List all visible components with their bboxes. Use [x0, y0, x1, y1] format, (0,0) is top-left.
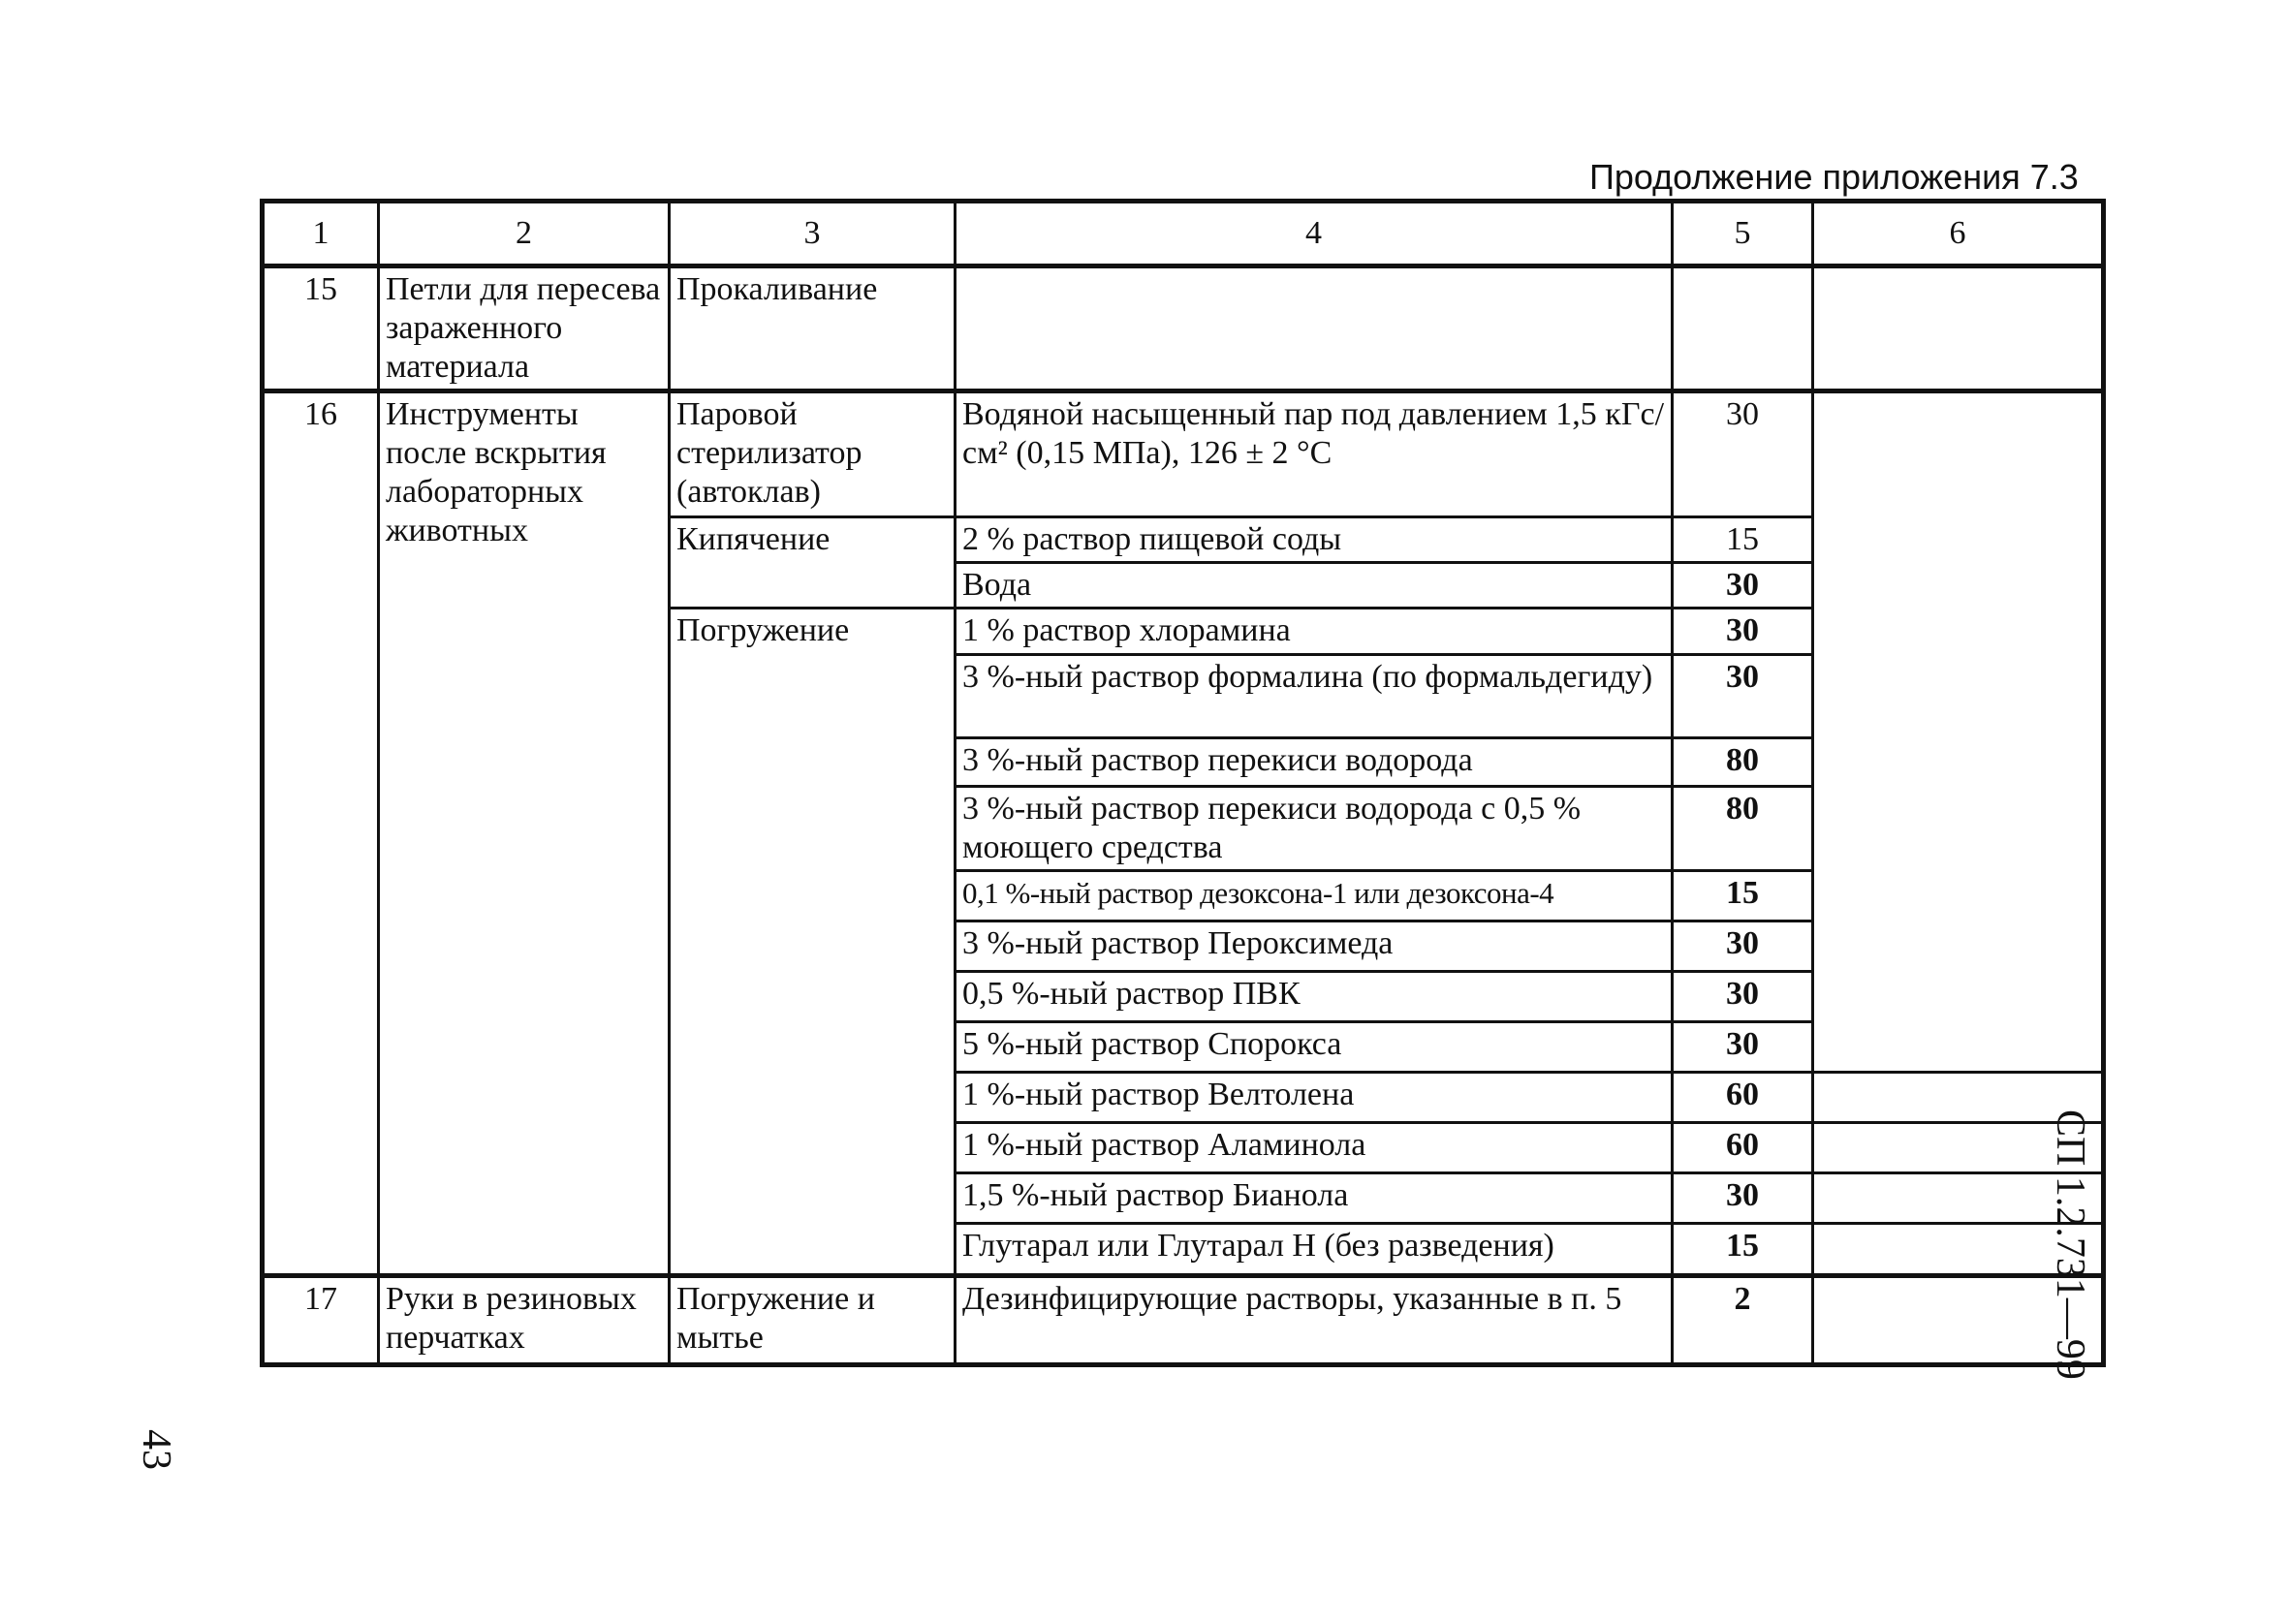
- time-cell: 30: [1673, 609, 1813, 655]
- column-header: 3: [670, 202, 956, 266]
- agent-cell: 3 %-ный раствор формалина (по формальдегиду): [956, 655, 1673, 738]
- table-row: [263, 266, 2104, 391]
- agent-cell: 0,5 %-ный раствор ПВК: [956, 972, 1673, 1022]
- time-cell: 30: [1673, 921, 1813, 972]
- column-header: 2: [379, 202, 670, 266]
- agent-cell: 2 % раствор пищевой соды: [956, 517, 1673, 563]
- method-cell: Паровой стерилизатор (автоклав): [670, 391, 956, 517]
- column-header: 5: [1673, 202, 1813, 266]
- agent-cell: 1 % раствор хлорамина: [956, 609, 1673, 655]
- note-cell: [1813, 391, 2104, 1073]
- agent-cell: Дезинфицирующие растворы, указанные в п. 5: [956, 1276, 1673, 1365]
- note-cell: [1813, 266, 2104, 391]
- object-cell: Инструменты после вскрытия лабораторных животных: [379, 391, 670, 1276]
- agent-cell: 3 %-ный раствор перекиси водорода: [956, 738, 1673, 787]
- time-cell: 30: [1673, 972, 1813, 1022]
- time-cell: 15: [1673, 871, 1813, 921]
- table-header-row: [263, 202, 2104, 266]
- time-cell: 30: [1673, 391, 1813, 517]
- agent-cell: Вода: [956, 563, 1673, 609]
- document-reference: СП 1.2.731—99: [2048, 1109, 2092, 1380]
- column-header: 1: [263, 202, 379, 266]
- column-header: 4: [956, 202, 1673, 266]
- page-number: 43: [134, 1429, 178, 1470]
- time-cell: 60: [1673, 1123, 1813, 1173]
- agent-cell: 3 %-ный раствор перекиси водорода с 0,5 % моющего средства: [956, 787, 1673, 871]
- agent-cell: 5 %-ный раствор Спорокса: [956, 1022, 1673, 1073]
- table-row: [263, 1276, 2104, 1365]
- agent-cell: 1 %-ный раствор Аламинола: [956, 1123, 1673, 1173]
- method-cell: Кипячение: [670, 517, 956, 609]
- agent-cell: Глутарал или Глутарал Н (без разведения): [956, 1224, 1673, 1276]
- row-number: 15: [263, 266, 379, 391]
- row-number: 17: [263, 1276, 379, 1365]
- time-cell: 60: [1673, 1073, 1813, 1123]
- continuation-caption: Продолжение приложения 7.3: [1589, 157, 2079, 197]
- row-number: 16: [263, 391, 379, 1276]
- agent-cell: 3 %-ный раствор Пероксимеда: [956, 921, 1673, 972]
- object-cell: Петли для пересева зараженного материала: [379, 266, 670, 391]
- time-cell: 30: [1673, 1022, 1813, 1073]
- agent-cell: [956, 266, 1673, 391]
- object-cell: Руки в резиновых перчатках: [379, 1276, 670, 1365]
- agent-cell: 1 %-ный раствор Велтолена: [956, 1073, 1673, 1123]
- time-cell: 2: [1673, 1276, 1813, 1365]
- time-cell: 15: [1673, 517, 1813, 563]
- time-cell: 80: [1673, 738, 1813, 787]
- agent-cell: Водяной насыщенный пар под давлением 1,5 кГс/см² (0,15 МПа), 126 ± 2 °С: [956, 391, 1673, 517]
- time-cell: 80: [1673, 787, 1813, 871]
- disinfection-table: [260, 199, 2106, 1380]
- time-cell: 30: [1673, 1173, 1813, 1224]
- column-header: 6: [1813, 202, 2104, 266]
- time-cell: 15: [1673, 1224, 1813, 1276]
- agent-cell: 1,5 %-ный раствор Бианола: [956, 1173, 1673, 1224]
- time-cell: 30: [1673, 655, 1813, 738]
- method-cell: Погружение и мытье: [670, 1276, 956, 1365]
- time-cell: 30: [1673, 563, 1813, 609]
- table-row: [263, 391, 2104, 517]
- time-cell: [1673, 266, 1813, 391]
- method-cell: Погружение: [670, 609, 956, 1276]
- method-cell: Прокаливание: [670, 266, 956, 391]
- agent-cell: 0,1 %-ный раствор дезоксона-1 или дезоксона-4: [956, 871, 1673, 921]
